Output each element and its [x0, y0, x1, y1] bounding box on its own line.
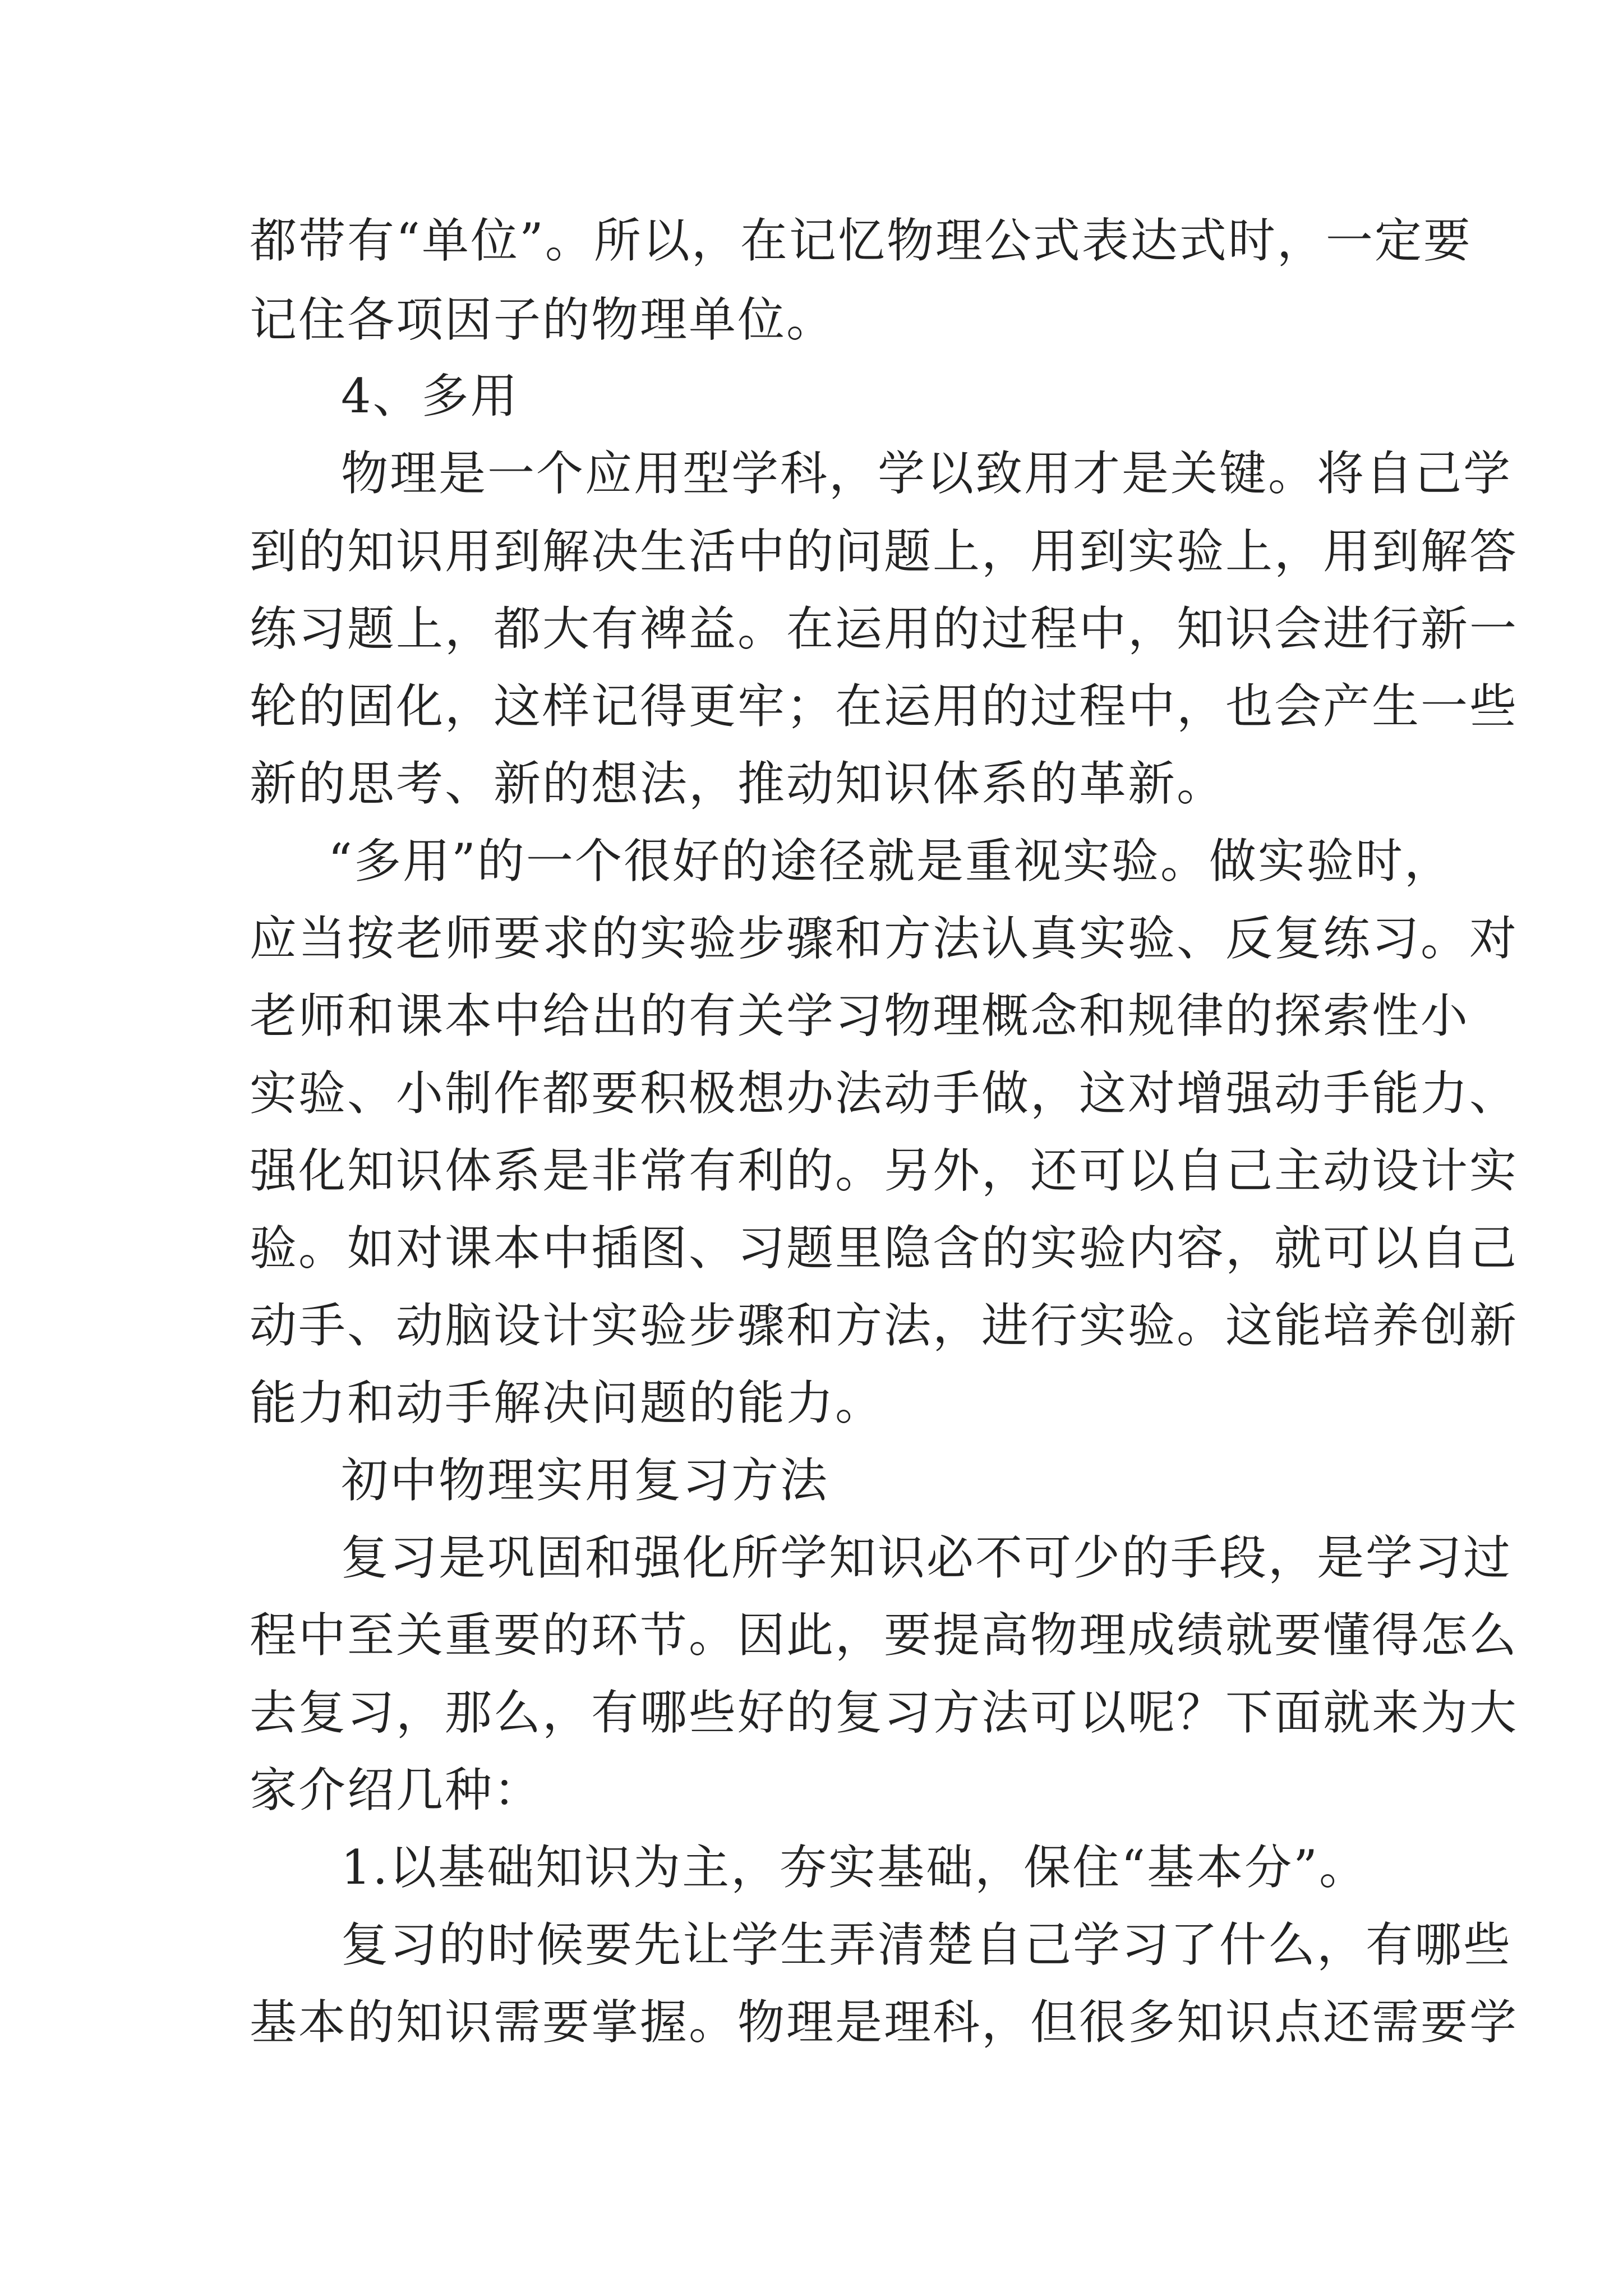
text-line: 动手、动脑设计实验步骤和方法，进行实验。这能培养创新 — [250, 1298, 1519, 1353]
text-line: 复习是巩固和强化所学知识必不可少的手段，是学习过 — [341, 1530, 1513, 1585]
numbered-point: 1.以基础知识为主，夯实基础，保住“基本分”。 — [341, 1840, 1368, 1895]
text-line: 实验、小制作都要积极想办法动手做，这对增强动手能力、 — [250, 1066, 1519, 1121]
text-line: 应当按老师要求的实验步骤和方法认真实验、反复练习。对 — [250, 911, 1519, 966]
text-line: 都带有“单位”。所以，在记忆物理公式表达式时，一定要 — [250, 213, 1472, 268]
section-heading: 4、多用 — [341, 369, 519, 424]
text-line: 复习的时候要先让学生弄清楚自己学习了什么，有哪些 — [341, 1917, 1513, 1972]
text-line: 轮的固化，这样记得更牢；在运用的过程中，也会产生一些 — [250, 679, 1519, 734]
text-line: 强化知识体系是非常有利的。另外，还可以自己主动设计实 — [250, 1143, 1519, 1198]
text-line: 程中至关重要的环节。因此，要提高物理成绩就要懂得怎么 — [250, 1608, 1519, 1663]
text-line: 验。如对课本中插图、习题里隐含的实验内容，就可以自己 — [250, 1221, 1519, 1276]
text-line: 记住各项因子的物理单位。 — [250, 292, 836, 347]
text-line: 老师和课本中给出的有关学习物理概念和规律的探索性小 — [250, 988, 1470, 1043]
text-line: 到的知识用到解决生活中的问题上，用到实验上，用到解答 — [250, 524, 1519, 579]
text-line: 练习题上，都大有裨益。在运用的过程中，知识会进行新一 — [250, 601, 1519, 656]
text-line: 物理是一个应用型学科，学以致用才是关键。将自己学 — [341, 446, 1513, 501]
text-line: 新的思考、新的想法，推动知识体系的革新。 — [250, 756, 1226, 811]
section-heading: 初中物理实用复习方法 — [341, 1453, 829, 1508]
text-line: 去复习，那么，有哪些好的复习方法可以呢？下面就来为大 — [250, 1685, 1519, 1740]
text-line: “多用”的一个很好的途径就是重视实验。做实验时， — [328, 834, 1453, 889]
text-line: 家介绍几种： — [250, 1763, 543, 1818]
text-line: 基本的知识需要掌握。物理是理科，但很多知识点还需要学 — [250, 1995, 1519, 2050]
text-line: 能力和动手解决问题的能力。 — [250, 1375, 884, 1430]
